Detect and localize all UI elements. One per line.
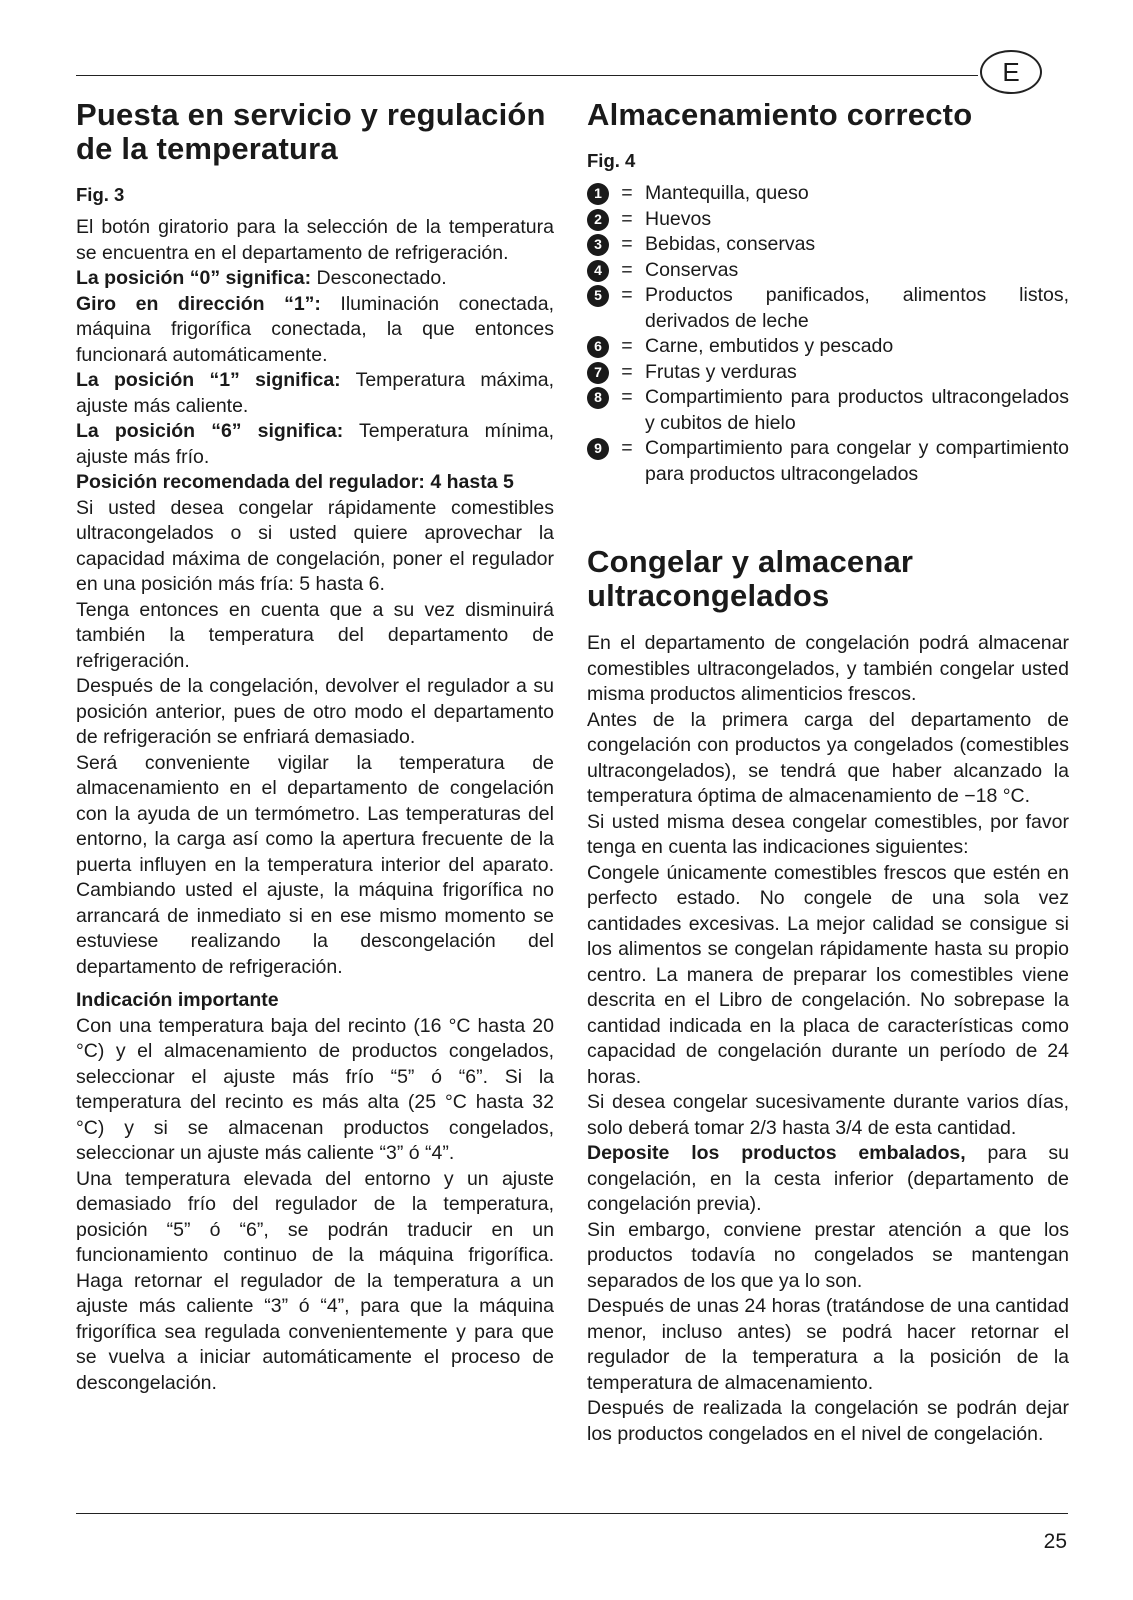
paragraph-text: Desconectado. bbox=[311, 267, 447, 289]
legend-text: Frutas y verduras bbox=[645, 360, 797, 383]
paragraph-text: Iluminación conectada, máquina frigorífica conectada, la que entonces funcionará automáticamente. bbox=[76, 292, 554, 366]
legend-text: Carne, embutidos y pescado bbox=[645, 335, 894, 357]
number-badge-icon: 9 bbox=[587, 438, 609, 460]
paragraph: El botón giratorio para la selección de la temperatura se encuentra en el departamento de refrigeración. bbox=[76, 216, 554, 264]
recommended-position bbox=[76, 470, 554, 496]
legend-item bbox=[587, 181, 1069, 207]
number-badge-icon: 4 bbox=[587, 260, 609, 282]
section-title-freezing: Congelar y almacenar ultracongelados bbox=[587, 544, 914, 613]
legend-item bbox=[587, 207, 1069, 233]
paragraph: Sin embargo, conviene prestar atención a que los productos todavía no congelados se mantengan separados de los que ya lo son. bbox=[587, 1218, 1069, 1292]
legend-text: Bebidas, conservas bbox=[645, 233, 816, 255]
legend-item bbox=[587, 360, 1069, 386]
language-badge: E bbox=[980, 50, 1042, 94]
equals-sign: = bbox=[621, 182, 633, 204]
equals-sign: = bbox=[621, 386, 633, 408]
number-badge-icon: 1 bbox=[587, 183, 609, 205]
equals-sign: = bbox=[621, 258, 633, 281]
legend-text: Productos panificados, alimentos listos, derivados de leche bbox=[645, 284, 1069, 332]
paragraph: Si usted desea congelar rápidamente comestibles ultracongelados o si usted quiere aprovechar la capacidad máxima de congelación, poner el regulador en una posición más fría: 5 hasta 6. bbox=[76, 496, 554, 595]
footer-rule bbox=[76, 1513, 1068, 1514]
legend-item bbox=[587, 334, 1069, 360]
paragraph-text: Temperatura mínima, ajuste más frío. bbox=[76, 420, 555, 468]
number-badge-icon: 8 bbox=[587, 387, 609, 409]
legend-item bbox=[587, 436, 1069, 487]
paragraph bbox=[587, 1141, 1069, 1218]
paragraph-lead: La posición “1” significa: bbox=[76, 369, 341, 391]
legend-text: Mantequilla, queso bbox=[645, 182, 809, 204]
right-column bbox=[587, 98, 1069, 1447]
important-note-heading: Indicación importante bbox=[76, 989, 279, 1011]
storage-legend bbox=[587, 181, 1069, 487]
legend-text: Conservas bbox=[645, 258, 739, 281]
paragraph bbox=[76, 292, 554, 369]
header-rule bbox=[76, 75, 978, 76]
paragraph-lead: Giro en dirección “1”: bbox=[76, 292, 321, 315]
figure-reference: Fig. 4 bbox=[587, 150, 636, 171]
section-title-start-up: Puesta en servicio y regulación de la temperatura bbox=[76, 97, 546, 166]
paragraph-lead: La posición “6” significa: bbox=[76, 420, 344, 442]
paragraph bbox=[76, 419, 554, 470]
paragraph: Congele únicamente comestibles frescos que estén en perfecto estado. No congele de una sola vez cantidades excesivas. La mejor calidad se consigue si los alimentos se congelan rápidamente hasta su propio centro. La manera de preparar los comestibles viene descrita en el Libro de congelación. No sobrepase la cantidad indicada en la placa de características como capacidad de congelación durante un período de 24 horas. bbox=[587, 861, 1069, 1088]
legend-text: Compartimiento para congelar y compartimiento para productos ultracongelados bbox=[645, 437, 1069, 485]
paragraph: Después de realizada la congelación se podrán dejar los productos congelados en el nivel de congelación. bbox=[587, 1397, 1069, 1445]
legend-item bbox=[587, 232, 1069, 258]
number-badge-icon: 3 bbox=[587, 234, 609, 256]
number-badge-icon: 2 bbox=[587, 209, 609, 231]
paragraph: Si desea congelar sucesivamente durante varios días, solo deberá tomar 2/3 hasta 3/4 de esta cantidad. bbox=[587, 1091, 1069, 1139]
page-number: 25 bbox=[1043, 1530, 1067, 1553]
equals-sign: = bbox=[621, 335, 633, 357]
number-badge-icon: 7 bbox=[587, 362, 609, 384]
left-column bbox=[76, 98, 554, 1396]
number-badge-icon: 5 bbox=[587, 285, 609, 307]
number-badge-icon: 6 bbox=[587, 336, 609, 358]
paragraph-text: Temperatura máxima, ajuste más caliente. bbox=[76, 369, 554, 417]
equals-sign: = bbox=[621, 207, 633, 230]
paragraph bbox=[76, 368, 554, 419]
figure-reference: Fig. 3 bbox=[76, 184, 125, 205]
paragraph-lead: Deposite los productos embalados, bbox=[587, 1142, 966, 1164]
paragraph: Después de unas 24 horas (tratándose de una cantidad menor, incluso antes) se podrá hacer retornar el regulador de la temperatura a la posición de la temperatura de almacenamiento. bbox=[587, 1295, 1069, 1394]
paragraph: Será conveniente vigilar la temperatura de almacenamiento en el departamento de congelación con la ayuda de un termómetro. Las temperaturas del entorno, la carga así como la apertura frecuente de la puerta influyen en la temperatura interior del aparato. Cambiando usted el ajuste, la máquina frigorífica no arrancará de inmediato si en ese mismo momento se estuviese realizando la descongelación del departamento de refrigeración. bbox=[76, 751, 554, 978]
legend-item bbox=[587, 385, 1069, 436]
legend-item bbox=[587, 258, 1069, 284]
legend-text: Huevos bbox=[645, 207, 712, 230]
legend-item bbox=[587, 283, 1069, 334]
paragraph: Antes de la primera carga del departamento de congelación con productos ya congelados (comestibles ultracongelados), se tendrá que haber alcanzado la temperatura óptima de almacenamiento de −18 °C. bbox=[587, 708, 1069, 807]
paragraph: Con una temperatura baja del recinto (16 °C hasta 20 °C) y el almacenamiento de productos congelados, seleccionar el ajuste más frío “5” ó “6”. Si la temperatura del recinto es más alta (25 °C hasta 32 °C) y si se almacenan productos congelados, seleccionar un ajuste más caliente “3” ó “4”. bbox=[76, 1014, 554, 1164]
paragraph-lead: La posición “0” significa: bbox=[76, 267, 312, 289]
paragraph: Tenga entonces en cuenta que a su vez disminuirá también la temperatura del departamento de refrigeración. bbox=[76, 598, 554, 672]
paragraph: Una temperatura elevada del entorno y un ajuste demasiado frío del regulador de la temperatura, posición “5” ó “6”, se podrán traducir en un funcionamiento continuo de la máquina frigorífica. Haga retornar el regulador de la temperatura a un ajuste más caliente “3” ó “4”, para que la máquina frigorífica sea regulada convenientemente y para que se vuelva a iniciar automáticamente el proceso de descongelación. bbox=[76, 1167, 554, 1394]
recommended-position-text: Posición recomendada del regulador: 4 hasta 5 bbox=[76, 471, 514, 493]
paragraph bbox=[76, 266, 554, 292]
paragraph: Si usted misma desea congelar comestibles, por favor tenga en cuenta las indicaciones siguientes: bbox=[587, 810, 1069, 858]
equals-sign: = bbox=[621, 437, 633, 459]
paragraph-text: para su congelación, en la cesta inferior (departamento de congelación previa). bbox=[587, 1142, 1069, 1215]
equals-sign: = bbox=[621, 284, 633, 306]
equals-sign: = bbox=[621, 360, 633, 383]
equals-sign: = bbox=[621, 233, 633, 255]
legend-text: Compartimiento para productos ultracongelados y cubitos de hielo bbox=[645, 386, 1069, 434]
section-title-storage: Almacenamiento correcto bbox=[587, 97, 973, 132]
paragraph: Después de la congelación, devolver el regulador a su posición anterior, pues de otro modo el departamento de refrigeración se enfriará demasiado. bbox=[76, 675, 554, 748]
paragraph: En el departamento de congelación podrá almacenar comestibles ultracongelados, y también congelar usted misma productos alimenticios frescos. bbox=[587, 632, 1069, 705]
